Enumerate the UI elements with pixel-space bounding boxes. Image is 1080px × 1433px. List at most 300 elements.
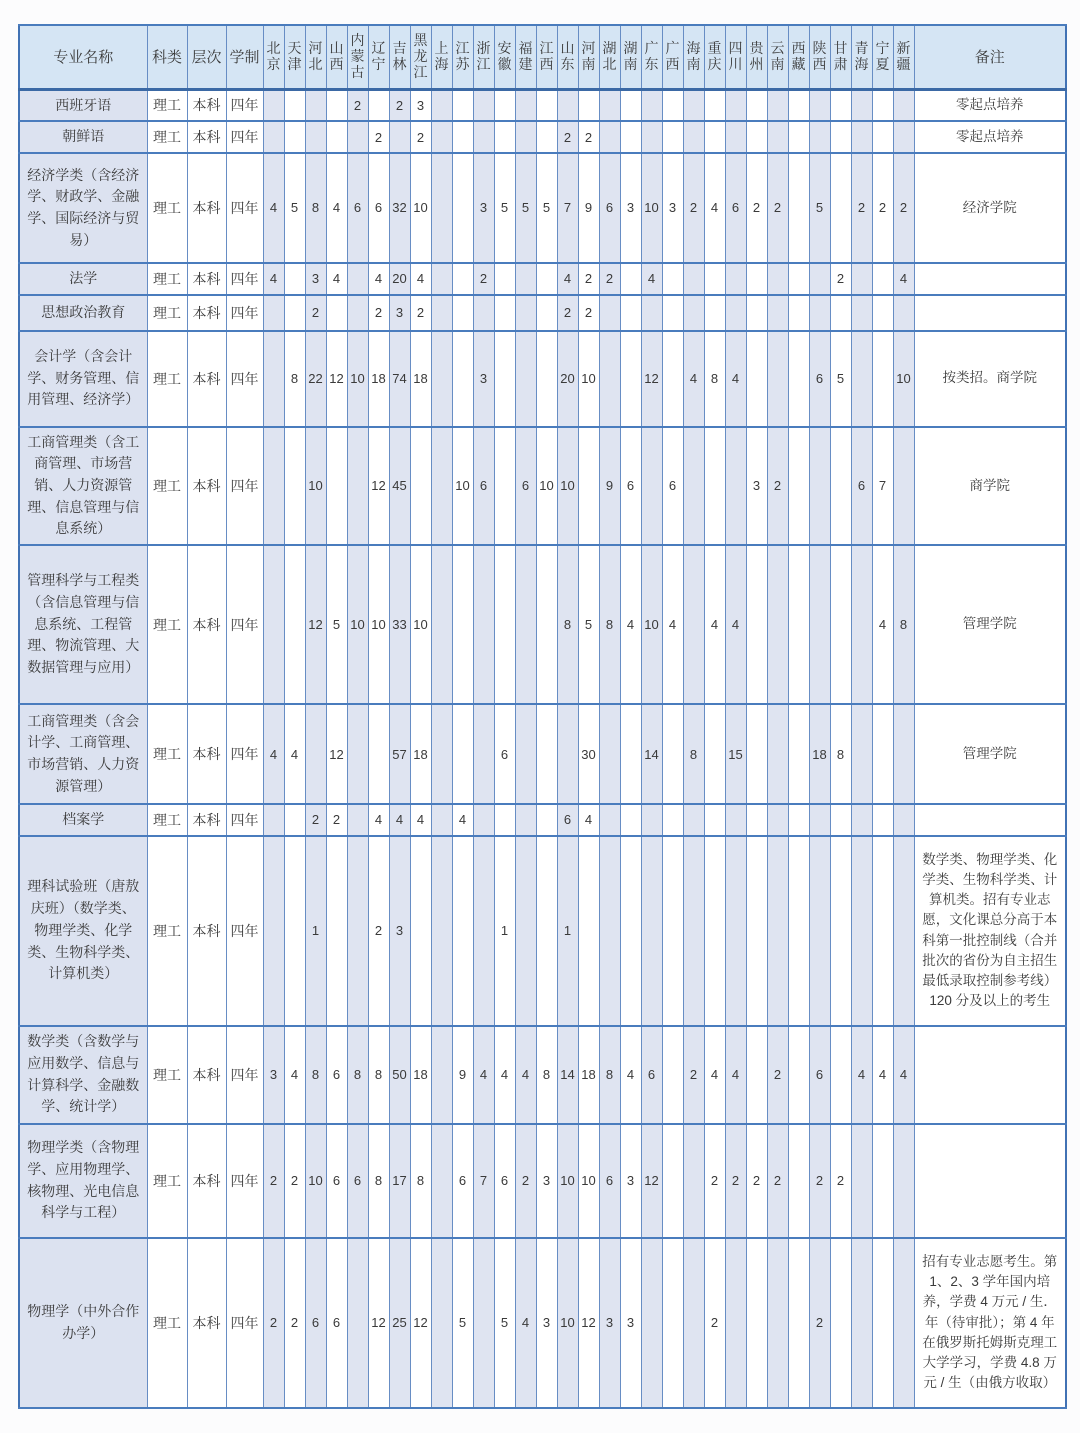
major-name-cell: 数学类（含数学与应用数学、信息与计算科学、金融数学、统计学） [19, 1026, 147, 1124]
plan-count-cell: 6 [557, 804, 578, 836]
plan-count-cell: 4 [620, 545, 641, 704]
plan-count-cell [746, 331, 767, 427]
plan-count-cell: 4 [704, 545, 725, 704]
major-row [19, 121, 1066, 153]
plan-count-cell [452, 545, 473, 704]
plan-count-cell [767, 545, 788, 704]
duration-cell: 四年 [226, 704, 263, 804]
plan-count-cell: 10 [305, 1124, 326, 1238]
plan-count-cell [809, 545, 830, 704]
plan-count-cell: 2 [704, 1238, 725, 1408]
plan-count-cell: 2 [515, 1124, 536, 1238]
plan-count-cell: 10 [557, 427, 578, 545]
plan-count-cell: 2 [704, 1124, 725, 1238]
province-name: 新疆 [896, 40, 911, 72]
plan-count-cell: 5 [536, 153, 557, 263]
plan-count-cell [620, 263, 641, 295]
plan-count-cell [683, 1124, 704, 1238]
plan-count-cell: 4 [452, 804, 473, 836]
plan-count-cell: 32 [389, 153, 410, 263]
plan-count-cell [662, 1026, 683, 1124]
province-name: 海南 [686, 40, 701, 72]
province-name: 甘肃 [833, 40, 848, 72]
province-column-header [263, 25, 284, 89]
subject-type-cell: 理工 [147, 545, 187, 704]
level-cell: 本科 [187, 295, 226, 331]
plan-count-cell: 4 [704, 1026, 725, 1124]
major-row [19, 331, 1066, 427]
major-name-cell: 法学 [19, 263, 147, 295]
plan-count-cell: 10 [347, 331, 368, 427]
plan-count-cell: 3 [620, 1238, 641, 1408]
plan-count-cell: 2 [767, 1124, 788, 1238]
plan-count-cell: 7 [557, 153, 578, 263]
plan-count-cell [893, 121, 914, 153]
plan-count-cell: 2 [809, 1238, 830, 1408]
plan-count-cell [767, 1238, 788, 1408]
duration-cell: 四年 [226, 1238, 263, 1408]
plan-count-cell [767, 121, 788, 153]
plan-count-cell: 8 [284, 331, 305, 427]
province-column-header [746, 25, 767, 89]
enrollment-plan-table [18, 24, 1067, 1409]
plan-count-cell: 8 [557, 545, 578, 704]
plan-count-cell [851, 545, 872, 704]
plan-count-cell [788, 804, 809, 836]
duration-cell: 四年 [226, 331, 263, 427]
plan-count-cell [788, 1026, 809, 1124]
plan-count-cell [515, 89, 536, 121]
province-name: 上海 [434, 40, 449, 72]
plan-count-cell: 2 [263, 1238, 284, 1408]
plan-count-cell: 7 [473, 1124, 494, 1238]
plan-count-cell: 6 [494, 1124, 515, 1238]
plan-count-cell: 10 [536, 427, 557, 545]
plan-count-cell [662, 1238, 683, 1408]
plan-count-cell [473, 545, 494, 704]
plan-count-cell [599, 89, 620, 121]
province-name: 江苏 [455, 40, 470, 72]
plan-count-cell: 4 [389, 804, 410, 836]
plan-count-cell [746, 836, 767, 1026]
province-column-header [704, 25, 725, 89]
plan-count-cell [536, 263, 557, 295]
plan-count-cell [284, 263, 305, 295]
province-name: 浙江 [476, 40, 491, 72]
plan-count-cell [536, 704, 557, 804]
plan-count-cell: 2 [263, 1124, 284, 1238]
plan-count-cell: 6 [326, 1238, 347, 1408]
plan-count-cell [515, 545, 536, 704]
plan-count-cell [851, 331, 872, 427]
plan-count-cell [368, 704, 389, 804]
plan-count-cell: 2 [347, 89, 368, 121]
major-column-header: 专业名称 [19, 25, 147, 89]
plan-count-cell [746, 263, 767, 295]
plan-count-cell [851, 804, 872, 836]
plan-count-cell [452, 153, 473, 263]
province-name: 广西 [665, 40, 680, 72]
province-column-header [599, 25, 620, 89]
plan-count-cell [284, 545, 305, 704]
province-name: 福建 [518, 40, 533, 72]
plan-count-cell [683, 804, 704, 836]
plan-count-cell: 3 [536, 1124, 557, 1238]
province-column-header [809, 25, 830, 89]
province-name: 安徽 [497, 40, 512, 72]
plan-count-cell [326, 295, 347, 331]
plan-count-cell [368, 89, 389, 121]
plan-count-cell: 10 [557, 1124, 578, 1238]
plan-count-cell: 2 [767, 1026, 788, 1124]
plan-count-cell [809, 427, 830, 545]
plan-count-cell [662, 121, 683, 153]
plan-count-cell [683, 89, 704, 121]
plan-count-cell [662, 295, 683, 331]
major-row [19, 427, 1066, 545]
plan-count-cell: 30 [578, 704, 599, 804]
major-row [19, 804, 1066, 836]
plan-count-cell: 2 [473, 263, 494, 295]
plan-count-cell: 7 [872, 427, 893, 545]
major-row [19, 1238, 1066, 1408]
plan-count-cell [788, 153, 809, 263]
remark-cell [914, 1026, 1066, 1124]
province-column-header [452, 25, 473, 89]
plan-count-cell [494, 331, 515, 427]
subject-type-cell: 理工 [147, 1238, 187, 1408]
plan-count-cell [431, 331, 452, 427]
plan-count-cell: 4 [557, 263, 578, 295]
plan-count-cell [725, 427, 746, 545]
plan-count-cell [620, 89, 641, 121]
level-cell: 本科 [187, 1124, 226, 1238]
level-cell: 本科 [187, 704, 226, 804]
plan-count-cell [746, 295, 767, 331]
table-body [19, 89, 1066, 1408]
duration-cell: 四年 [226, 153, 263, 263]
plan-count-cell: 4 [620, 1026, 641, 1124]
plan-count-cell [599, 704, 620, 804]
plan-count-cell: 5 [326, 545, 347, 704]
remark-cell: 商学院 [914, 427, 1066, 545]
plan-count-cell [431, 704, 452, 804]
plan-count-cell [641, 89, 662, 121]
province-column-header [515, 25, 536, 89]
plan-count-cell: 2 [725, 1124, 746, 1238]
plan-count-cell: 4 [410, 263, 431, 295]
plan-count-cell: 1 [305, 836, 326, 1026]
plan-count-cell [830, 89, 851, 121]
plan-count-cell: 12 [368, 427, 389, 545]
plan-count-cell [326, 89, 347, 121]
plan-count-cell: 2 [578, 121, 599, 153]
plan-count-cell [473, 121, 494, 153]
plan-count-cell [431, 804, 452, 836]
province-column-header [347, 25, 368, 89]
plan-count-cell [809, 295, 830, 331]
province-name: 内蒙古 [350, 32, 365, 80]
plan-count-cell [851, 89, 872, 121]
plan-count-cell: 12 [641, 331, 662, 427]
plan-count-cell [683, 836, 704, 1026]
duration-cell: 四年 [226, 263, 263, 295]
province-column-header [557, 25, 578, 89]
plan-count-cell [683, 1238, 704, 1408]
plan-count-cell [788, 121, 809, 153]
plan-count-cell [746, 545, 767, 704]
plan-count-cell [788, 427, 809, 545]
plan-count-cell [893, 704, 914, 804]
plan-count-cell [536, 804, 557, 836]
plan-count-cell [494, 427, 515, 545]
province-column-header [641, 25, 662, 89]
province-name: 天津 [287, 40, 302, 72]
duration-cell: 四年 [226, 1124, 263, 1238]
major-row [19, 545, 1066, 704]
plan-count-cell: 10 [410, 545, 431, 704]
major-row [19, 153, 1066, 263]
plan-count-cell: 6 [326, 1124, 347, 1238]
plan-count-cell [263, 331, 284, 427]
plan-count-cell: 4 [872, 1026, 893, 1124]
plan-count-cell: 4 [410, 804, 431, 836]
plan-count-cell [704, 121, 725, 153]
plan-count-cell: 74 [389, 331, 410, 427]
plan-count-cell: 9 [578, 153, 599, 263]
plan-count-cell [515, 704, 536, 804]
plan-count-cell [410, 836, 431, 1026]
plan-count-cell: 4 [326, 153, 347, 263]
province-column-header [788, 25, 809, 89]
plan-count-cell: 6 [347, 1124, 368, 1238]
plan-count-cell: 5 [809, 153, 830, 263]
province-column-header [872, 25, 893, 89]
plan-count-cell [515, 804, 536, 836]
remark-cell: 招有专业志愿考生。第 1、2、3 学年国内培养，学费 4 万元 / 生．年（待审批）；第 4 年在俄罗斯托姆斯克理工大学学习，学费 4.8 万元 / 生（由俄方收取） [914, 1238, 1066, 1408]
major-name-cell: 档案学 [19, 804, 147, 836]
plan-count-cell [725, 1238, 746, 1408]
plan-count-cell [599, 331, 620, 427]
subject-type-cell: 理工 [147, 295, 187, 331]
plan-count-cell [284, 836, 305, 1026]
plan-count-cell [473, 89, 494, 121]
province-column-header [326, 25, 347, 89]
plan-count-cell [536, 121, 557, 153]
plan-count-cell: 8 [368, 1026, 389, 1124]
major-row [19, 263, 1066, 295]
remark-cell: 经济学院 [914, 153, 1066, 263]
plan-count-cell [872, 89, 893, 121]
province-name: 吉林 [392, 40, 407, 72]
major-name-cell: 经济学类（含经济学、财政学、金融学、国际经济与贸易） [19, 153, 147, 263]
major-name-cell: 工商管理类（含工商管理、市场营销、人力资源管理、信息管理与信息系统） [19, 427, 147, 545]
plan-count-cell [347, 427, 368, 545]
plan-count-cell [263, 427, 284, 545]
plan-count-cell: 14 [641, 704, 662, 804]
province-name: 青海 [854, 40, 869, 72]
plan-count-cell [767, 263, 788, 295]
subject-type-cell: 理工 [147, 836, 187, 1026]
plan-count-cell [893, 89, 914, 121]
plan-count-cell: 8 [305, 153, 326, 263]
province-column-header [851, 25, 872, 89]
province-column-header [662, 25, 683, 89]
level-column-header: 层次 [187, 25, 226, 89]
plan-count-cell: 8 [704, 331, 725, 427]
province-column-header [431, 25, 452, 89]
plan-count-cell [767, 331, 788, 427]
plan-count-cell [431, 1238, 452, 1408]
plan-count-cell: 10 [641, 153, 662, 263]
level-cell: 本科 [187, 331, 226, 427]
remark-cell [914, 295, 1066, 331]
plan-count-cell: 6 [326, 1026, 347, 1124]
province-column-header [494, 25, 515, 89]
plan-count-cell [305, 89, 326, 121]
plan-count-cell: 4 [683, 331, 704, 427]
plan-count-cell [809, 89, 830, 121]
plan-count-cell: 4 [284, 1026, 305, 1124]
province-column-header [620, 25, 641, 89]
province-name: 黑龙江 [413, 32, 428, 80]
plan-count-cell [746, 121, 767, 153]
plan-count-cell [431, 836, 452, 1026]
plan-count-cell [725, 836, 746, 1026]
duration-cell: 四年 [226, 89, 263, 121]
plan-count-cell: 12 [410, 1238, 431, 1408]
plan-count-cell [725, 89, 746, 121]
plan-count-cell: 4 [704, 153, 725, 263]
plan-count-cell [473, 295, 494, 331]
plan-count-cell [746, 804, 767, 836]
plan-count-cell: 2 [683, 1026, 704, 1124]
plan-count-cell: 18 [410, 331, 431, 427]
remark-cell: 管理学院 [914, 704, 1066, 804]
plan-count-cell [788, 704, 809, 804]
plan-count-cell [326, 836, 347, 1026]
plan-count-cell: 10 [578, 1124, 599, 1238]
plan-count-cell: 2 [851, 153, 872, 263]
plan-count-cell: 2 [872, 153, 893, 263]
plan-count-cell: 4 [473, 1026, 494, 1124]
plan-count-cell: 3 [536, 1238, 557, 1408]
plan-count-cell: 4 [725, 1026, 746, 1124]
plan-count-cell [494, 804, 515, 836]
plan-count-cell [641, 836, 662, 1026]
plan-count-cell [830, 545, 851, 704]
plan-count-cell [284, 89, 305, 121]
remark-cell: 零起点培养 [914, 89, 1066, 121]
province-name: 山西 [329, 40, 344, 72]
plan-count-cell [893, 804, 914, 836]
plan-count-cell: 3 [599, 1238, 620, 1408]
plan-count-cell: 3 [620, 1124, 641, 1238]
plan-count-cell: 4 [263, 704, 284, 804]
plan-count-cell: 25 [389, 1238, 410, 1408]
plan-count-cell [536, 295, 557, 331]
plan-count-cell: 18 [410, 1026, 431, 1124]
plan-count-cell: 15 [725, 704, 746, 804]
plan-count-cell: 12 [368, 1238, 389, 1408]
plan-count-cell: 4 [578, 804, 599, 836]
plan-count-cell [389, 121, 410, 153]
plan-count-cell: 12 [326, 704, 347, 804]
plan-count-cell [809, 804, 830, 836]
plan-count-cell [473, 1238, 494, 1408]
plan-count-cell [620, 121, 641, 153]
plan-count-cell [557, 89, 578, 121]
province-column-header [830, 25, 851, 89]
plan-count-cell: 2 [368, 295, 389, 331]
plan-count-cell: 1 [557, 836, 578, 1026]
plan-count-cell: 8 [410, 1124, 431, 1238]
plan-count-cell [347, 836, 368, 1026]
plan-count-cell: 6 [809, 331, 830, 427]
plan-count-cell [473, 704, 494, 804]
plan-count-cell [893, 836, 914, 1026]
remark-cell: 管理学院 [914, 545, 1066, 704]
plan-count-cell: 9 [599, 427, 620, 545]
plan-count-cell [431, 153, 452, 263]
plan-count-cell [788, 295, 809, 331]
level-cell: 本科 [187, 836, 226, 1026]
plan-count-cell: 10 [641, 545, 662, 704]
plan-count-cell: 6 [641, 1026, 662, 1124]
plan-count-cell [830, 804, 851, 836]
plan-count-cell [641, 804, 662, 836]
plan-count-cell [893, 1124, 914, 1238]
plan-count-cell [494, 121, 515, 153]
plan-count-cell: 4 [872, 545, 893, 704]
plan-count-cell [557, 704, 578, 804]
plan-count-cell: 8 [347, 1026, 368, 1124]
plan-count-cell: 10 [893, 331, 914, 427]
plan-count-cell: 18 [368, 331, 389, 427]
plan-count-cell: 6 [452, 1124, 473, 1238]
plan-count-cell [872, 1238, 893, 1408]
plan-count-cell: 3 [410, 89, 431, 121]
plan-count-cell [746, 89, 767, 121]
province-name: 贵州 [749, 40, 764, 72]
plan-count-cell [683, 427, 704, 545]
plan-count-cell: 8 [893, 545, 914, 704]
plan-count-cell: 4 [851, 1026, 872, 1124]
plan-count-cell: 6 [851, 427, 872, 545]
level-cell: 本科 [187, 1238, 226, 1408]
plan-count-cell: 6 [662, 427, 683, 545]
plan-count-cell [452, 89, 473, 121]
major-name-cell: 工商管理类（含会计学、工商管理、市场营销、人力资源管理） [19, 704, 147, 804]
plan-count-cell [767, 295, 788, 331]
plan-count-cell [872, 295, 893, 331]
plan-count-cell [620, 704, 641, 804]
plan-count-cell: 6 [305, 1238, 326, 1408]
plan-count-cell: 4 [284, 704, 305, 804]
subject-type-column-header: 科类 [147, 25, 187, 89]
province-column-header [284, 25, 305, 89]
plan-count-cell [536, 836, 557, 1026]
plan-count-cell [284, 804, 305, 836]
plan-count-cell [641, 121, 662, 153]
level-cell: 本科 [187, 153, 226, 263]
plan-count-cell [599, 121, 620, 153]
province-name: 河南 [581, 40, 596, 72]
plan-count-cell: 8 [536, 1026, 557, 1124]
province-name: 湖北 [602, 40, 617, 72]
plan-count-cell [431, 545, 452, 704]
province-column-header [536, 25, 557, 89]
